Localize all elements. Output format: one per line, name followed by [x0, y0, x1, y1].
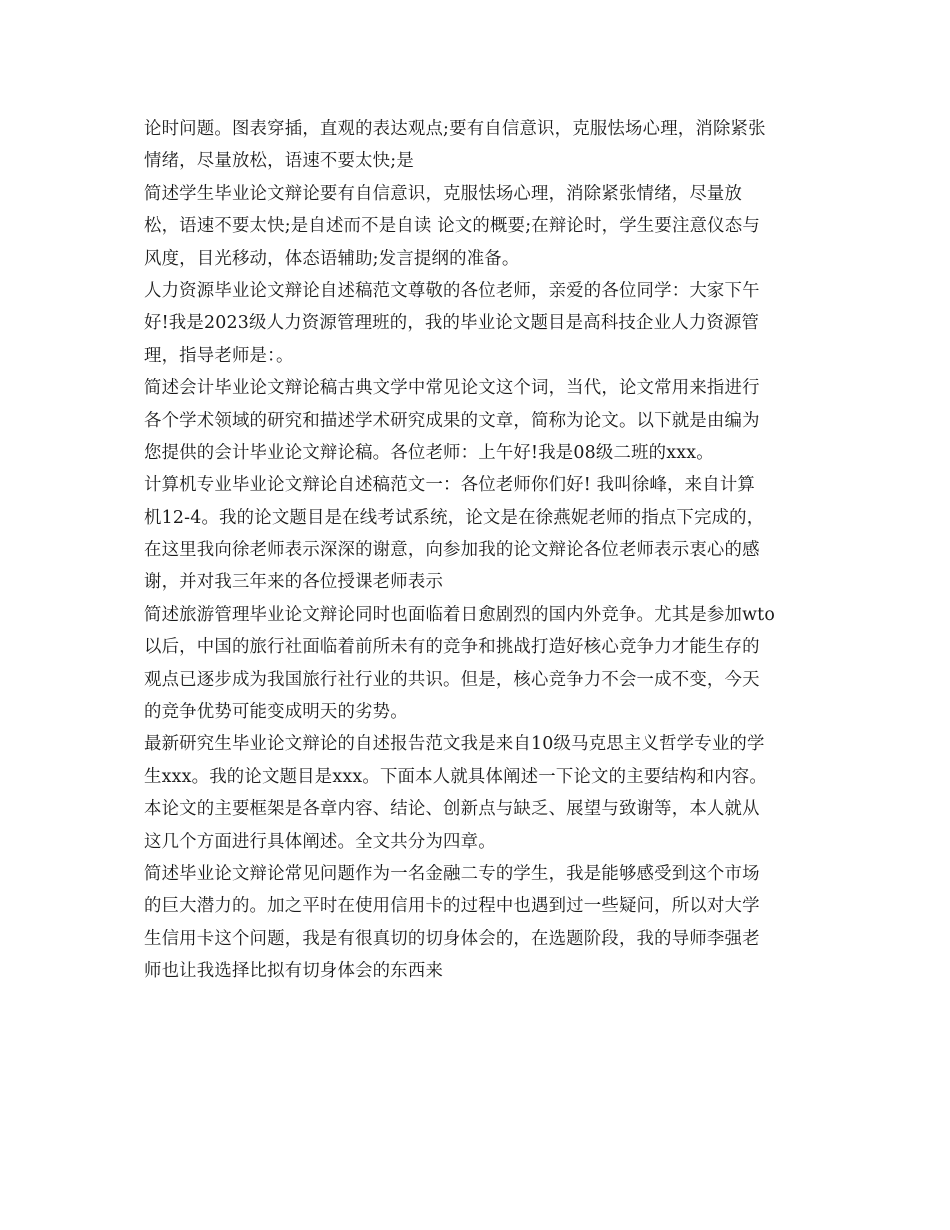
paragraph-3 [144, 275, 814, 372]
text-line: 生xxx。我的论文题目是xxx。下面本人就具体阐述一下论文的主要结构和内容。 [144, 766, 767, 787]
text-line: 简述会计毕业论文辩论稿古典文学中常见论文这个词，当代，论文常用来指进行 [144, 378, 760, 399]
text-line: 您提供的会计毕业论文辩论稿。各位老师：上午好!我是08级二班的xxx。 [144, 442, 714, 463]
text-line: 生信用卡这个问题，我是有很真切的切身体会的，在选题阶段，我的导师李强老 [144, 928, 760, 949]
text-line: 简述学生毕业论文辩论要有自信意识，克服怯场心理，消除紧张情绪，尽量放 [144, 183, 743, 204]
paragraph-1 [144, 113, 814, 178]
text-line: 的巨大潜力的。加之平时在使用信用卡的过程中也遇到过一些疑问，所以对大学 [144, 896, 760, 917]
paragraph-6 [144, 599, 814, 729]
text-line: 理，指导老师是：。 [144, 345, 294, 366]
text-line: 人力资源毕业论文辩论自述稿范文尊敬的各位老师，亲爱的各位同学：大家下午 [144, 280, 760, 301]
text-line: 本论文的主要框架是各章内容、结论、创新点与缺乏、展望与致谢等，本人就从 [144, 799, 760, 820]
text-line: 谢，并对我三年来的各位授课老师表示 [144, 572, 444, 593]
text-line: 计算机专业毕业论文辩论自述稿范文一：各位老师你们好! 我叫徐峰，来自计算 [144, 475, 756, 496]
text-line: 的竞争优势可能变成明天的劣势。 [144, 702, 408, 723]
text-line: 师也让我选择比拟有切身体会的东西来 [144, 961, 444, 982]
text-line: 简述毕业论文辩论常见问题作为一名金融二专的学生，我是能够感受到这个市场 [144, 863, 760, 884]
text-line: 松，语速不要太快;是自述而不是自读 论文的概要;在辩论时，学生要注意仪态与 [144, 216, 760, 237]
paragraph-2 [144, 178, 814, 275]
text-line: 这几个方面进行具体阐述。全文共分为四章。 [144, 831, 496, 852]
text-line: 机12-4。我的论文题目是在线考试系统，论文是在徐燕妮老师的指点下完成的， [144, 507, 765, 528]
text-line: 风度，目光移动，体态语辅助;发言提纲的准备。 [144, 248, 520, 269]
paragraph-4 [144, 372, 814, 469]
text-line: 论时问题。图表穿插，直观的表达观点;要有自信意识，克服怯场心理，消除紧张 [144, 119, 766, 139]
paragraph-7 [144, 728, 814, 858]
paragraph-5 [144, 469, 814, 599]
text-line: 以后，中国的旅行社面临着前所未有的竞争和挑战打造好核心竞争力才能生存的 [144, 637, 760, 658]
text-line: 各个学术领域的研究和描述学术研究成果的文章，简称为论文。以下就是由编为 [144, 410, 760, 431]
text-line: 在这里我向徐老师表示深深的谢意，向参加我的论文辩论各位老师表示衷心的感 [144, 540, 760, 561]
paragraph-8 [144, 858, 814, 988]
document-body [144, 113, 814, 988]
text-line: 情绪，尽量放松，语速不要太快;是 [144, 151, 414, 172]
text-line: 好!我是2023级人力资源管理班的，我的毕业论文题目是高科技企业人力资源管 [144, 313, 760, 334]
text-line: 最新研究生毕业论文辩论的自述报告范文我是来自10级马克思主义哲学专业的学 [144, 734, 765, 755]
text-line: 简述旅游管理毕业论文辩论同时也面临着日愈剧烈的国内外竞争。尤其是参加wto [144, 604, 776, 625]
text-line: 观点已逐步成为我国旅行社行业的共识。但是，核心竞争力不会一成不变，今天 [144, 669, 760, 690]
